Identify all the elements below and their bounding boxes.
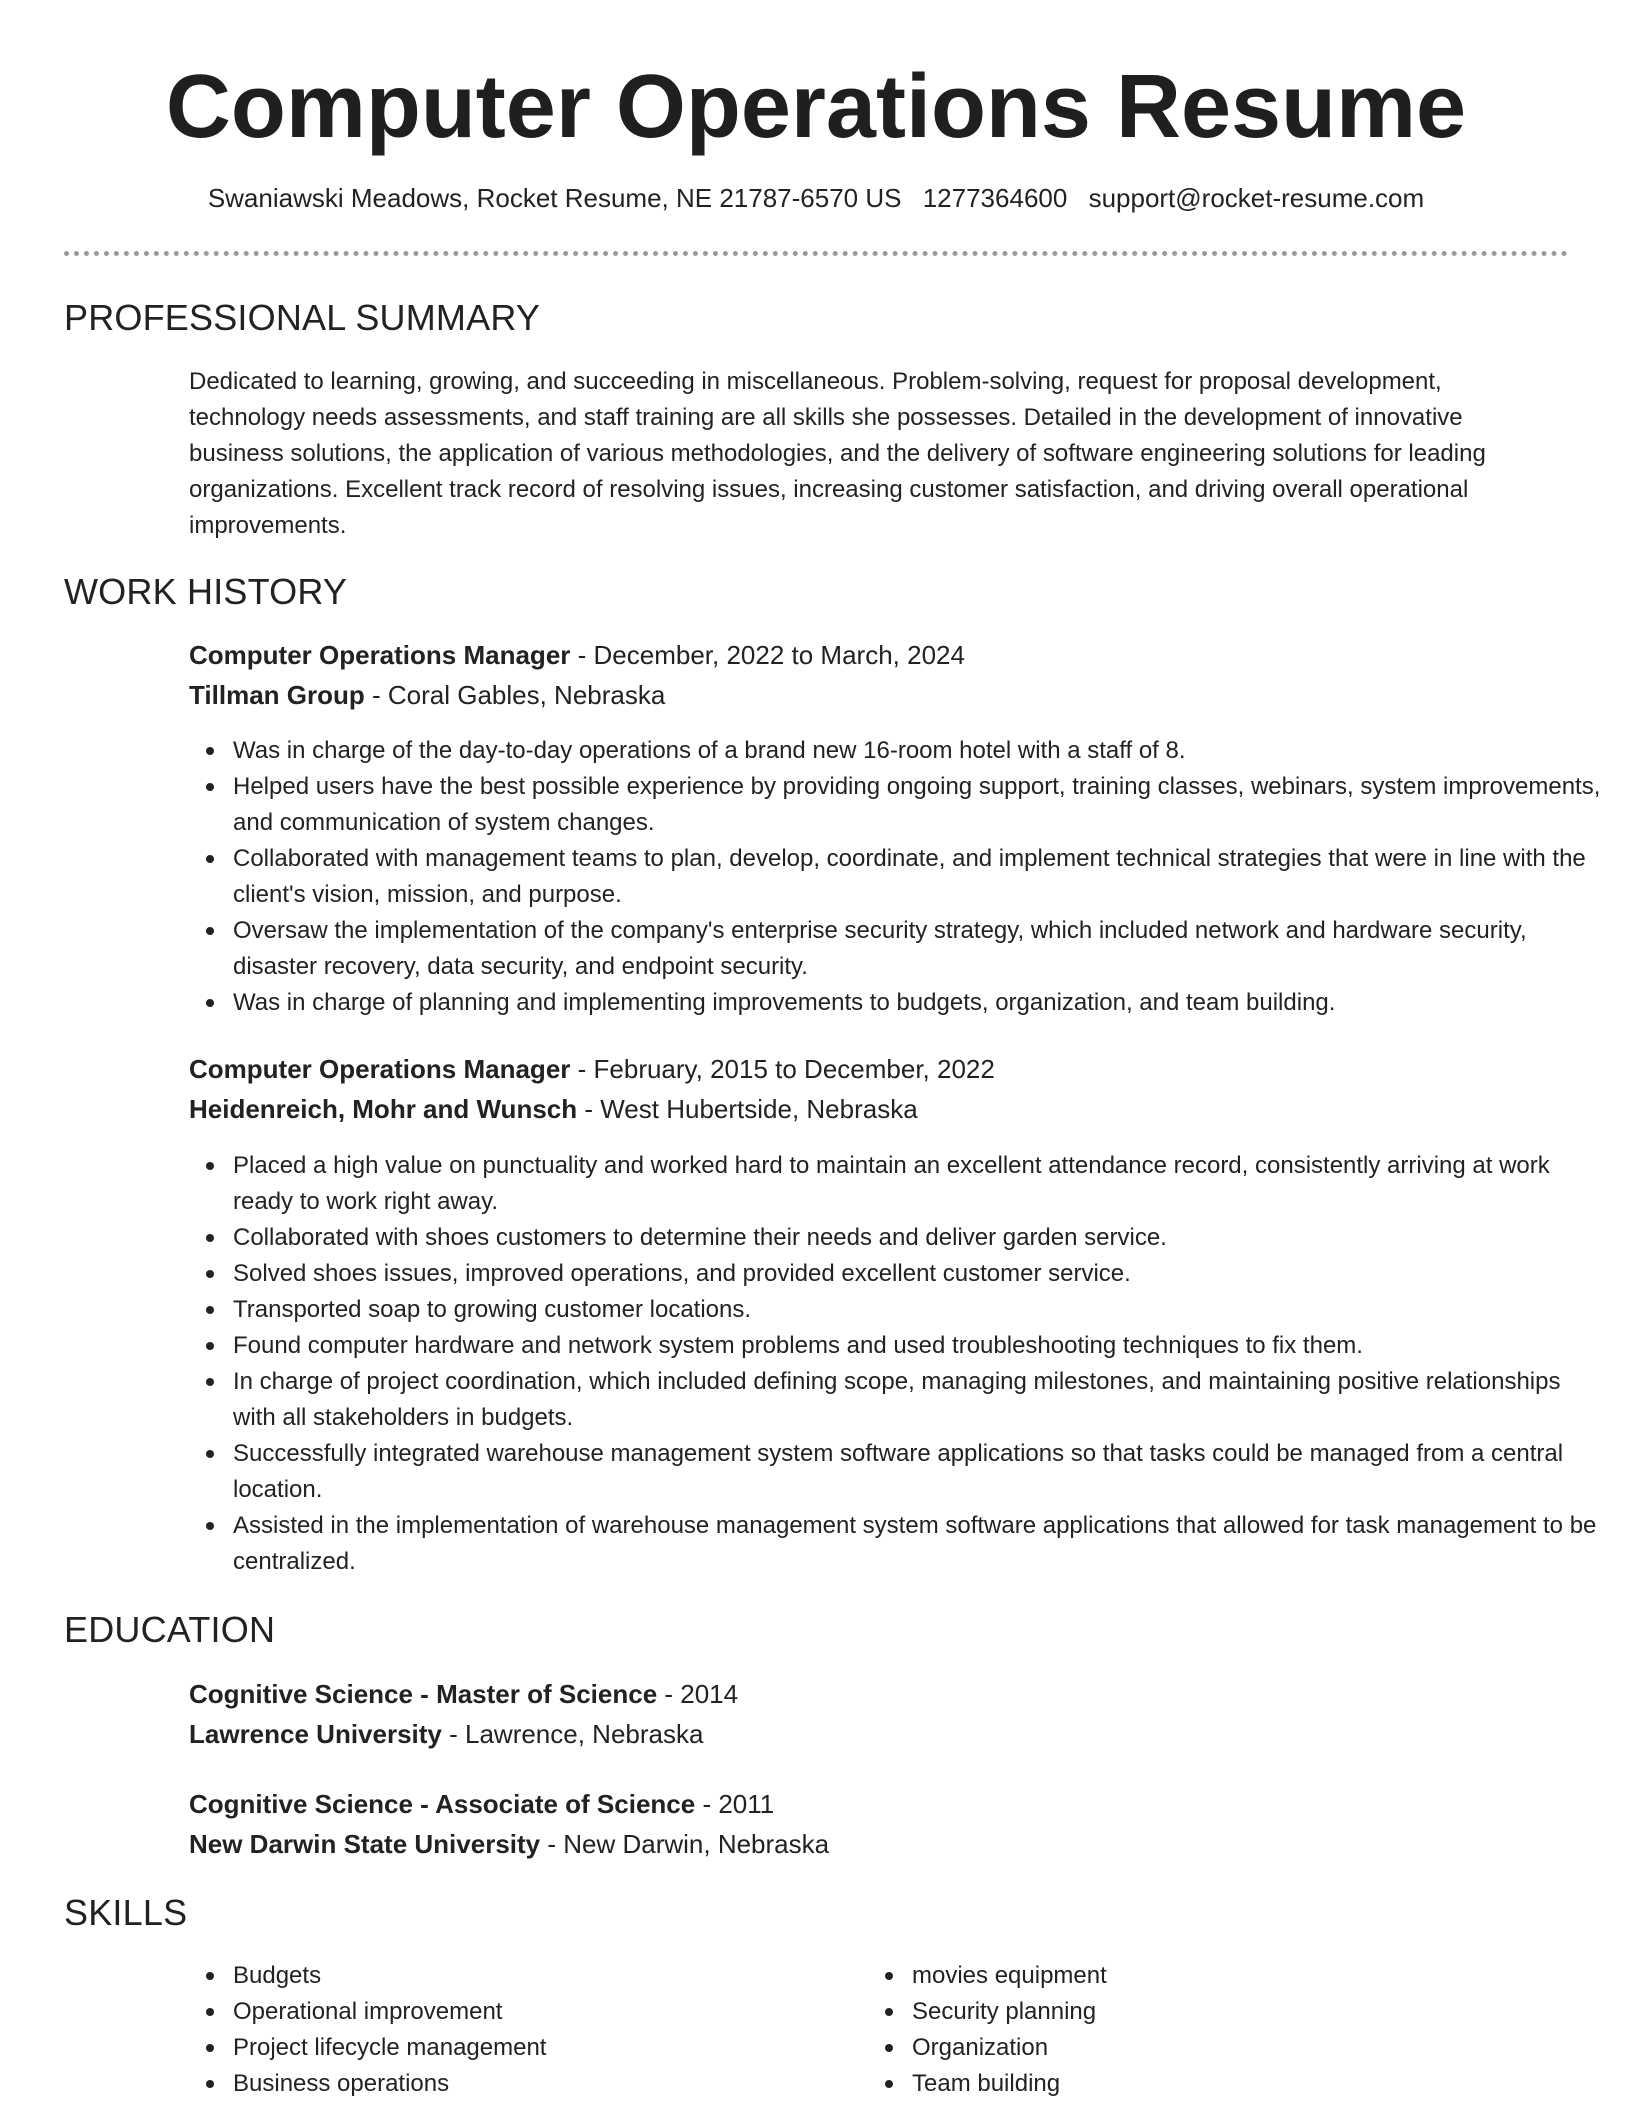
resume-title: Computer Operations Resume xyxy=(165,57,1467,157)
list-item: Collaborated with management teams to plan, develop, coordinate, and implement technical strategies that were in line with the client's vision, mission, and purpose. xyxy=(233,841,1603,913)
list-item: Was in charge of the day-to-day operations of a brand new 16-room hotel with a staff of 8. xyxy=(233,733,1603,769)
contact-phone: 1277364600 xyxy=(922,183,1068,213)
skill-item: Operational improvement xyxy=(233,1994,1603,2030)
contact-address: Swaniawski Meadows, Rocket Resume, NE 21787-6570 US xyxy=(207,183,902,213)
list-item: Assisted in the implementation of warehouse management system software applications that allowed for task management to be centralized. xyxy=(233,1508,1603,1580)
list-item: In charge of project coordination, which included defining scope, managing milestones, and maintaining positive relationships with all stakeholders in budgets. xyxy=(233,1364,1603,1436)
job-company: Tillman Group xyxy=(189,680,365,710)
job-dates: - February, 2015 to December, 2022 xyxy=(570,1054,995,1084)
skill-item: Business operations xyxy=(233,2066,1603,2102)
education-degree: Cognitive Science - Master of Science xyxy=(189,1679,658,1709)
summary-text: Dedicated to learning, growing, and succeeding in miscellaneous. Problem-solving, request for proposal development, technology needs assessments, and staff training are all skills she possesses. Detailed in the development of innovative business solutions, the application of various methodologies, and the delivery of software engineering solutions for leading organizations. Excellent track record of resolving issues, increasing customer satisfaction, and driving overall operational improvements. xyxy=(189,368,1486,539)
job-company-line xyxy=(189,1091,1559,1127)
education-year: - 2011 xyxy=(695,1789,775,1819)
education-degree-line xyxy=(189,1786,1559,1822)
skill-item: Team building xyxy=(912,2066,1632,2102)
job-title: Computer Operations Manager xyxy=(189,640,571,670)
job-title-line xyxy=(189,637,1559,673)
education-degree: Cognitive Science - Associate of Science xyxy=(189,1789,696,1819)
skill-item: movies equipment xyxy=(912,1958,1632,1994)
list-item: Was in charge of planning and implementing improvements to budgets, organization, and team building. xyxy=(233,985,1603,1021)
education-year: - 2014 xyxy=(657,1679,739,1709)
list-item: Oversaw the implementation of the company's enterprise security strategy, which included network and hardware security, disaster recovery, data security, and endpoint security. xyxy=(233,913,1603,985)
job-dates: - December, 2022 to March, 2024 xyxy=(570,640,965,670)
list-item: Successfully integrated warehouse management system software applications so that tasks could be managed from a central location. xyxy=(233,1436,1603,1508)
skill-item: Budgets xyxy=(233,1958,1603,1994)
job-bullet-list xyxy=(189,1148,1603,1580)
skill-item: Security planning xyxy=(912,1994,1632,2030)
list-item: Placed a high value on punctuality and worked hard to maintain an excellent attendance record, consistently arriving at work ready to work right away. xyxy=(233,1148,1603,1220)
job-bullet-list xyxy=(189,733,1603,1021)
education-school: Lawrence University xyxy=(189,1719,442,1749)
section-heading-summary: PROFESSIONAL SUMMARY xyxy=(64,297,541,338)
education-school-line xyxy=(189,1716,1559,1752)
contact-email: support@rocket-resume.com xyxy=(1088,183,1425,213)
section-heading-skills: SKILLS xyxy=(64,1892,188,1933)
list-item: Transported soap to growing customer locations. xyxy=(233,1292,1603,1328)
education-school-line xyxy=(189,1826,1559,1862)
job-company-line xyxy=(189,677,1559,713)
section-heading-education: EDUCATION xyxy=(64,1609,276,1650)
skills-list-right xyxy=(868,1958,1632,2102)
education-school: New Darwin State University xyxy=(189,1829,541,1859)
section-heading-work-history: WORK HISTORY xyxy=(64,571,348,612)
education-location: - New Darwin, Nebraska xyxy=(540,1829,830,1859)
job-title: Computer Operations Manager xyxy=(189,1054,571,1084)
education-degree-line xyxy=(189,1676,1559,1712)
job-title-line xyxy=(189,1051,1559,1087)
list-item: Helped users have the best possible experience by providing ongoing support, training classes, webinars, system improvements, and communication of system changes. xyxy=(233,769,1603,841)
skill-item: Organization xyxy=(912,2030,1632,2066)
job-location: - West Hubertside, Nebraska xyxy=(577,1094,918,1124)
job-company: Heidenreich, Mohr and Wunsch xyxy=(189,1094,578,1124)
job-location: - Coral Gables, Nebraska xyxy=(364,680,666,710)
list-item: Collaborated with shoes customers to determine their needs and deliver garden service. xyxy=(233,1220,1603,1256)
list-item: Found computer hardware and network system problems and used troubleshooting techniques to fix them. xyxy=(233,1328,1603,1364)
list-item: Solved shoes issues, improved operations, and provided excellent customer service. xyxy=(233,1256,1603,1292)
contact-line xyxy=(0,180,1632,216)
header-divider xyxy=(64,251,1568,256)
education-location: - Lawrence, Nebraska xyxy=(441,1719,704,1749)
skill-item: Project lifecycle management xyxy=(233,2030,1603,2066)
